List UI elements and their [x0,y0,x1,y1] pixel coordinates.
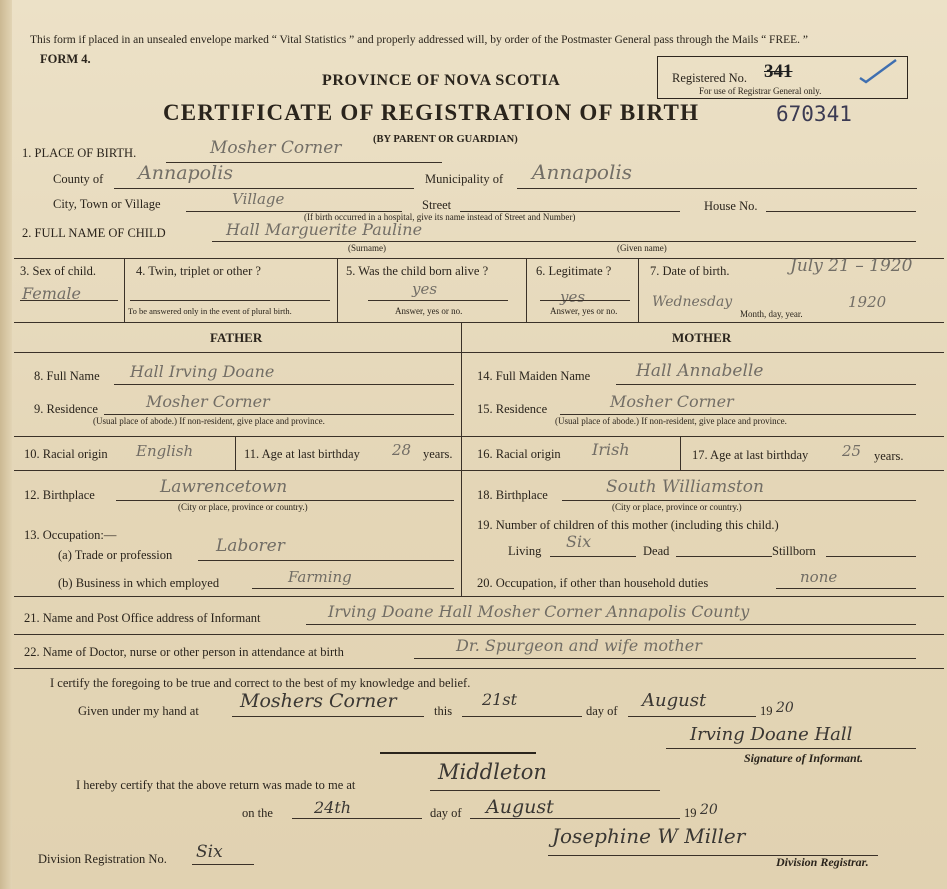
legitimate-label: 6. Legitimate ? [536,264,612,278]
given-name-note: (Given name) [617,243,667,253]
born-alive-note: Answer, yes or no. [395,306,463,316]
legitimate-note: Answer, yes or no. [550,306,618,316]
registrar-signature: Josephine W Miller [552,824,746,848]
sex-label: 3. Sex of child. [20,264,97,278]
informant-signature: Irving Doane Hall [690,724,853,745]
sex-value: Female [22,284,81,303]
given-dayof-label: day of [586,704,618,718]
mother-occupation-value: none [800,568,838,586]
birth-date-label: 7. Date of birth. [650,264,730,278]
stillborn-label: Stillborn [772,544,816,558]
registrar-year-value: 20 [700,802,718,818]
division-label: Division Registration No. [38,852,167,866]
mother-name-value: Hall Annabelle [636,361,764,381]
mother-occupation-label: 20. Occupation, if other than household duties [477,576,709,590]
birth-date-value: July 21 – 1920 [790,256,913,276]
municipality-value: Annapolis [532,160,633,184]
registered-label: Registered No. [672,71,747,85]
father-birthplace-note: (City or place, province or country.) [178,502,308,512]
given-month-value: August [642,690,707,711]
living-label: Living [508,544,542,558]
father-heading: FATHER [210,330,263,345]
registrar-place-value: Middleton [438,760,547,784]
registrar-signature-label: Division Registrar. [776,855,869,869]
father-residence-note: (Usual place of abode.) If non-resident, give place and province. [93,416,325,426]
birth-date-note: Month, day, year. [740,309,803,319]
given-place-value: Moshers Corner [240,690,397,712]
business-label: (b) Business in which employed [58,576,220,590]
registrar-day-value: 24th [314,798,352,817]
city-value: Village [232,190,285,208]
county-value: Annapolis [138,162,234,184]
place-of-birth-label: 1. PLACE OF BIRTH. [22,146,137,160]
father-occupation-label: 13. Occupation:— [24,528,117,542]
business-value: Farming [288,568,352,586]
father-residence-value: Mosher Corner [146,392,270,411]
mother-years-label: years. [874,449,904,463]
registrar-statement: I hereby certify that the above return was made to me at [76,778,356,792]
county-label: County of [53,172,104,186]
child-name-value: Hall Marguerite Pauline [226,220,423,239]
mother-birthplace-value: South Williamston [606,477,764,497]
father-birthplace-value: Lawrencetown [160,477,288,497]
certify-statement: I certify the foregoing to be true and correct to the best of my knowledge and belief. [50,676,471,690]
this-label: this [434,704,453,718]
father-name-value: Hall Irving Doane [130,362,275,381]
twin-label: 4. Twin, triplet or other ? [136,264,261,278]
birth-weekday-value: Wednesday [652,294,733,310]
surname-note: (Surname) [348,243,386,253]
form-number: FORM 4. [40,52,91,66]
informant-label: 21. Name and Post Office address of Informant [24,611,261,625]
mailing-notice: This form if placed in an unsealed envelope marked “ Vital Statistics ” and properly addressed will, by order of the Postmaster General pass through the Mails “ FREE. ” [30,34,809,46]
mother-race-label: 16. Racial origin [477,447,561,461]
registrar-month-value: August [486,796,554,818]
mother-birthplace-note: (City or place, province or country.) [612,502,742,512]
given-day-value: 21st [482,690,517,709]
father-age-value: 28 [392,441,412,459]
paper-edge [0,0,12,889]
twin-note: To be answered only in the event of plural birth. [128,306,292,316]
father-years-label: years. [423,447,453,461]
registered-number: 341 [764,61,793,82]
children-count-label: 19. Number of children of this mother (including this child.) [477,518,779,532]
municipality-label: Municipality of [425,172,504,186]
informant-value: Irving Doane Hall Mosher Corner Annapolis County [328,602,750,621]
checkmark-icon [858,58,898,84]
mother-age-value: 25 [842,442,862,460]
mother-heading: MOTHER [672,330,732,345]
father-name-label: 8. Full Name [34,369,100,383]
mother-residence-value: Mosher Corner [610,392,734,411]
given-year-prefix: 19 [760,704,773,718]
hospital-note: (If birth occurred in a hospital, give its name instead of Street and Number) [304,212,576,222]
father-birthplace-label: 12. Birthplace [24,488,95,502]
mother-name-label: 14. Full Maiden Name [477,369,591,383]
mother-residence-label: 15. Residence [477,402,548,416]
birth-year-value: 1920 [848,293,887,311]
house-label: House No. [704,199,758,213]
stamp-number: 670341 [776,102,852,126]
given-year-value: 20 [776,700,794,716]
place-of-birth-value: Mosher Corner [210,138,342,158]
informant-signature-label: Signature of Informant. [744,751,864,765]
doctor-value: Dr. Spurgeon and wife mother [456,636,702,655]
registrar-year-prefix: 19 [684,806,697,820]
mother-age-label: 17. Age at last birthday [692,448,809,462]
division-value: Six [196,842,223,862]
trade-label: (a) Trade or profession [58,548,173,562]
mother-birthplace-label: 18. Birthplace [477,488,548,502]
father-race-label: 10. Racial origin [24,447,108,461]
born-alive-value: yes [412,280,438,298]
living-value: Six [566,532,592,551]
registrar-note: For use of Registrar General only. [699,86,822,96]
province-heading: PROVINCE OF NOVA SCOTIA [322,72,561,89]
certificate-subtitle: (BY PARENT OR GUARDIAN) [373,134,518,145]
doctor-label: 22. Name of Doctor, nurse or other person in attendance at birth [24,645,344,659]
child-name-label: 2. FULL NAME OF CHILD [22,226,166,240]
trade-value: Laborer [216,536,285,556]
street-label: Street [422,198,452,212]
born-alive-label: 5. Was the child born alive ? [346,264,489,278]
registrar-dayof-label: day of [430,806,462,820]
father-age-label: 11. Age at last birthday [244,447,360,461]
mother-residence-note: (Usual place of abode.) If non-resident, give place and province. [555,416,787,426]
dead-label: Dead [643,544,670,558]
given-label: Given under my hand at [78,704,199,718]
city-label: City, Town or Village [53,197,161,211]
registrar-on-label: on the [242,806,273,820]
certificate-title: CERTIFICATE OF REGISTRATION OF BIRTH [163,100,700,125]
father-race-value: English [136,442,194,460]
legitimate-value: yes [560,288,586,306]
mother-race-value: Irish [592,440,630,459]
father-residence-label: 9. Residence [34,402,98,416]
